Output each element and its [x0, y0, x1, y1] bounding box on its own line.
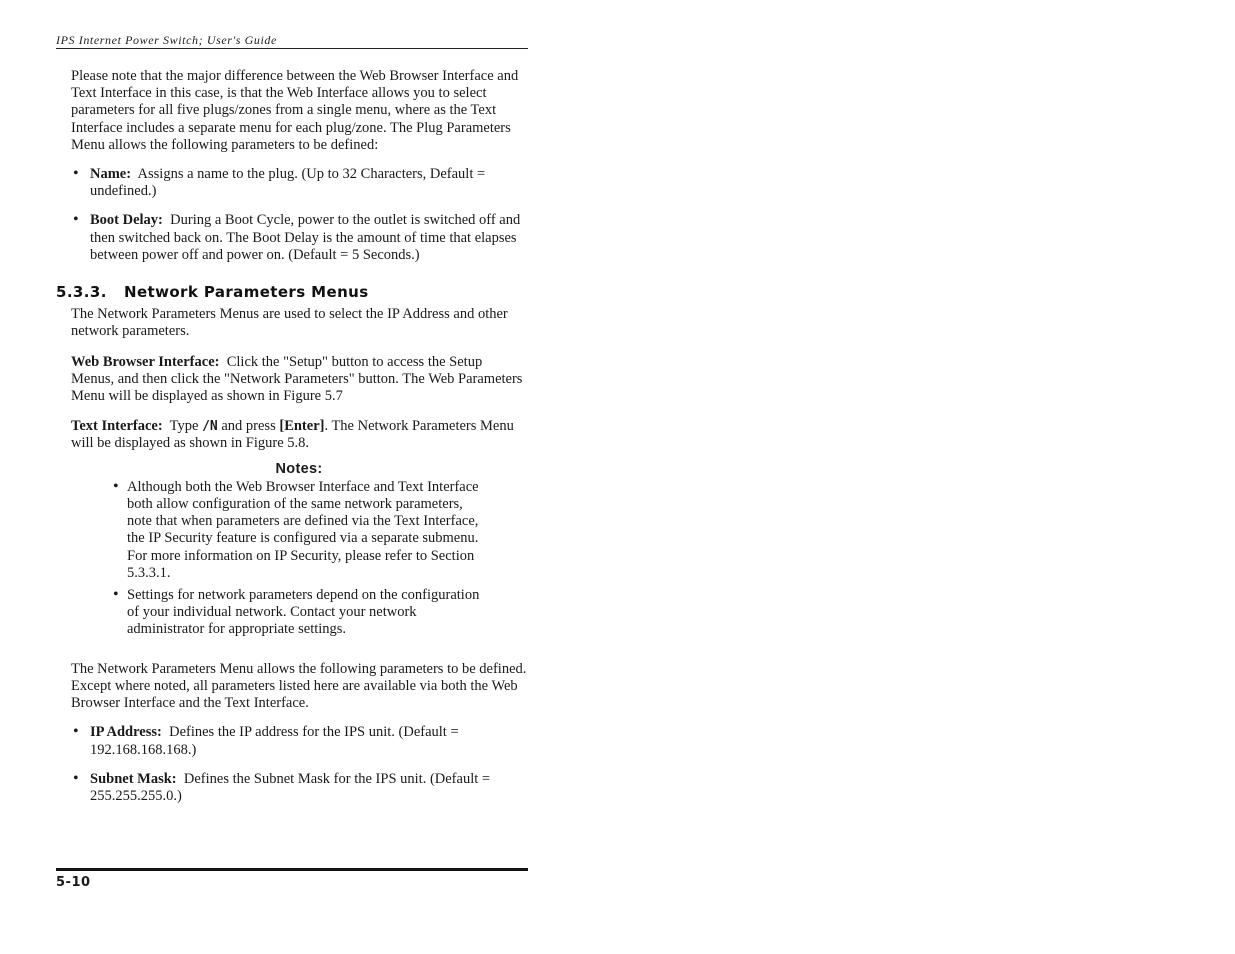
enter-key-text: [Enter] — [279, 418, 325, 435]
intro-paragraph: Please note that the major difference between the Web Browser Interface and Text Interface in this case, is that the Web Interface allows you to select parameters for all five plugs/zones from a single menu, where as the Text Interface includes a separate menu for each plug/zone. The Plug Parameters Menu allows the following parameters to be defined: — [71, 68, 519, 153]
list-item — [71, 771, 528, 805]
text-interface-rest: . The Network Parameters Menu will be displayed as shown in Figure 5.8. — [71, 418, 514, 452]
param-text: During a Boot Cycle, power to the outlet is switched off and then switched back on. The Boot Delay is the amount of time that elapses between power off and power on. (Default = 5 Seconds.) — [90, 212, 521, 263]
footer-rule — [56, 868, 528, 871]
text-interface-paragraph — [71, 418, 528, 452]
page-number: 5-10 — [56, 875, 91, 890]
section-heading — [56, 284, 528, 301]
section-number: 5.3.3. — [56, 283, 107, 302]
param-text: Defines the IP address for the IPS unit. (Default = 192.168.168.168.) — [90, 724, 459, 758]
notes-title: Notes: — [275, 460, 323, 477]
list-item — [113, 587, 481, 639]
bullet-icon: • — [73, 723, 79, 741]
and-press-text: and press — [221, 418, 276, 435]
text-interface-label: Text Interface: — [71, 418, 163, 435]
document-page — [56, 30, 528, 817]
network-parameter-list — [71, 724, 528, 805]
running-header: IPS Internet Power Switch; User's Guide — [56, 30, 528, 49]
list-item — [71, 166, 528, 200]
bullet-icon: • — [73, 769, 79, 787]
plug-parameter-list — [71, 166, 528, 264]
notes-list — [113, 479, 481, 639]
web-browser-text: Click the "Setup" button to access the Setup Menus, and then click the "Network Parameters" button. The Web Parameters Menu will be displayed as shown in Figure 5.7 — [71, 353, 523, 405]
list-item — [71, 212, 528, 264]
note-text: Settings for network parameters depend on the configuration of your individual network. Contact your network administrator for appropriate settings. — [127, 587, 480, 638]
param-label: IP Address: — [90, 724, 162, 741]
section-intro: The Network Parameters Menus are used to select the IP Address and other network parameters. — [71, 306, 508, 340]
list-item — [71, 724, 528, 758]
page-body — [56, 68, 528, 805]
network-intro: The Network Parameters Menu allows the following parameters to be defined. Except where noted, all parameters listed here are available via both the Web Browser Interface and the Text Interface. — [71, 660, 527, 712]
command-text: /N — [202, 419, 218, 435]
bullet-icon: • — [73, 165, 79, 183]
param-label: Boot Delay: — [90, 212, 163, 229]
web-browser-label: Web Browser Interface: — [71, 353, 220, 370]
param-text: Assigns a name to the plug. (Up to 32 Characters, Default = undefined.) — [90, 166, 486, 200]
note-text: Although both the Web Browser Interface and Text Interface both allow configuration of the same network parameters, note that when parameters are defined via the Text Interface, the IP Security feature is configured via a separate submenu. For more information on IP Security, please refer to Section 5.3.3.1. — [127, 478, 479, 581]
type-word: Type — [169, 418, 199, 435]
param-label: Subnet Mask: — [90, 770, 177, 787]
param-label: Name: — [90, 166, 132, 183]
bullet-icon: • — [73, 211, 79, 229]
param-text: Defines the Subnet Mask for the IPS unit. (Default = 255.255.255.0.) — [90, 770, 491, 804]
web-browser-paragraph — [71, 354, 528, 406]
bullet-icon: • — [113, 586, 119, 604]
section-title: Network Parameters Menus — [124, 283, 369, 302]
bullet-icon: • — [113, 477, 119, 495]
list-item — [113, 479, 481, 582]
